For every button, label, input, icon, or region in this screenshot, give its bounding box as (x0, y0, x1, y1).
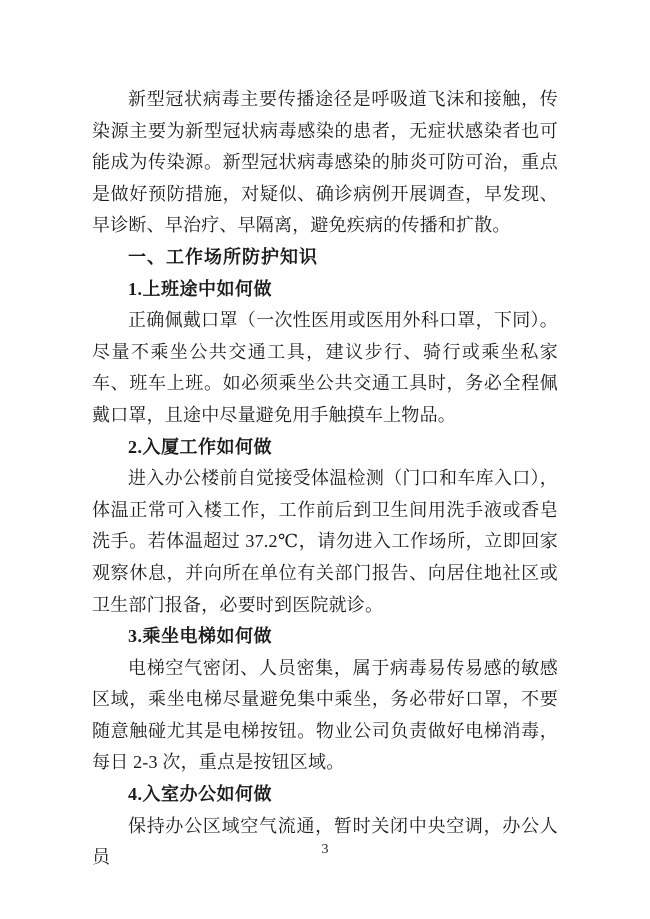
body-paragraph: 电梯空气密闭、人员密集，属于病毒易传易感的敏感区域，乘坐电梯尽量避免集中乘坐，务必带好口罩，不要随意触碰尤其是电梯按钮。物业公司负责做好电梯消毒，每日 2-3 次，重点是按钮区域。 (92, 657, 558, 773)
subsection-heading: 2.入厦工作如何做 (128, 436, 272, 457)
body-paragraph: 进入办公楼前自觉接受体温检测（门口和车库入口），体温正常可入楼工作，工作前后到卫生间用洗手液或香皂洗手。若体温超过 37.2℃，请勿进入工作场所，立即回家观察休息，并向所在单位有关部门报告、向居住地社区或卫生部门报备，必要时到医院就诊。 (92, 468, 558, 615)
page-footer (0, 840, 650, 858)
body-paragraph: 保持办公区域空气流通，暂时关闭中央空调，办公人员 (92, 815, 558, 868)
document-text-column (92, 84, 558, 874)
subsection-heading: 1.上班途中如何做 (128, 278, 272, 299)
body-paragraph: 新型冠状病毒主要传播途径是呼吸道飞沫和接触，传染源主要为新型冠状病毒感染的患者，无症状感染者也可能成为传染源。新型冠状病毒感染的肺炎可防可治，重点是做好预防措施，对疑似、确诊病例开展调查，早发现、早诊断、早治疗、早隔离，避免疾病的传播和扩散。 (92, 89, 558, 236)
subsection-heading: 4.入室办公如何做 (128, 784, 272, 805)
page-number: 3 (321, 842, 329, 857)
subsection-heading: 3.乘坐电梯如何做 (128, 626, 272, 647)
body-paragraph: 正确佩戴口罩（一次性医用或医用外科口罩，下同）。尽量不乘坐公共交通工具，建议步行、骑行或乘坐私家车、班车上班。如必须乘坐公共交通工具时，务必全程佩戴口罩，且途中尽量避免用手触摸车上物品。 (92, 310, 558, 425)
section-heading: 一、工作场所防护知识 (128, 246, 318, 267)
